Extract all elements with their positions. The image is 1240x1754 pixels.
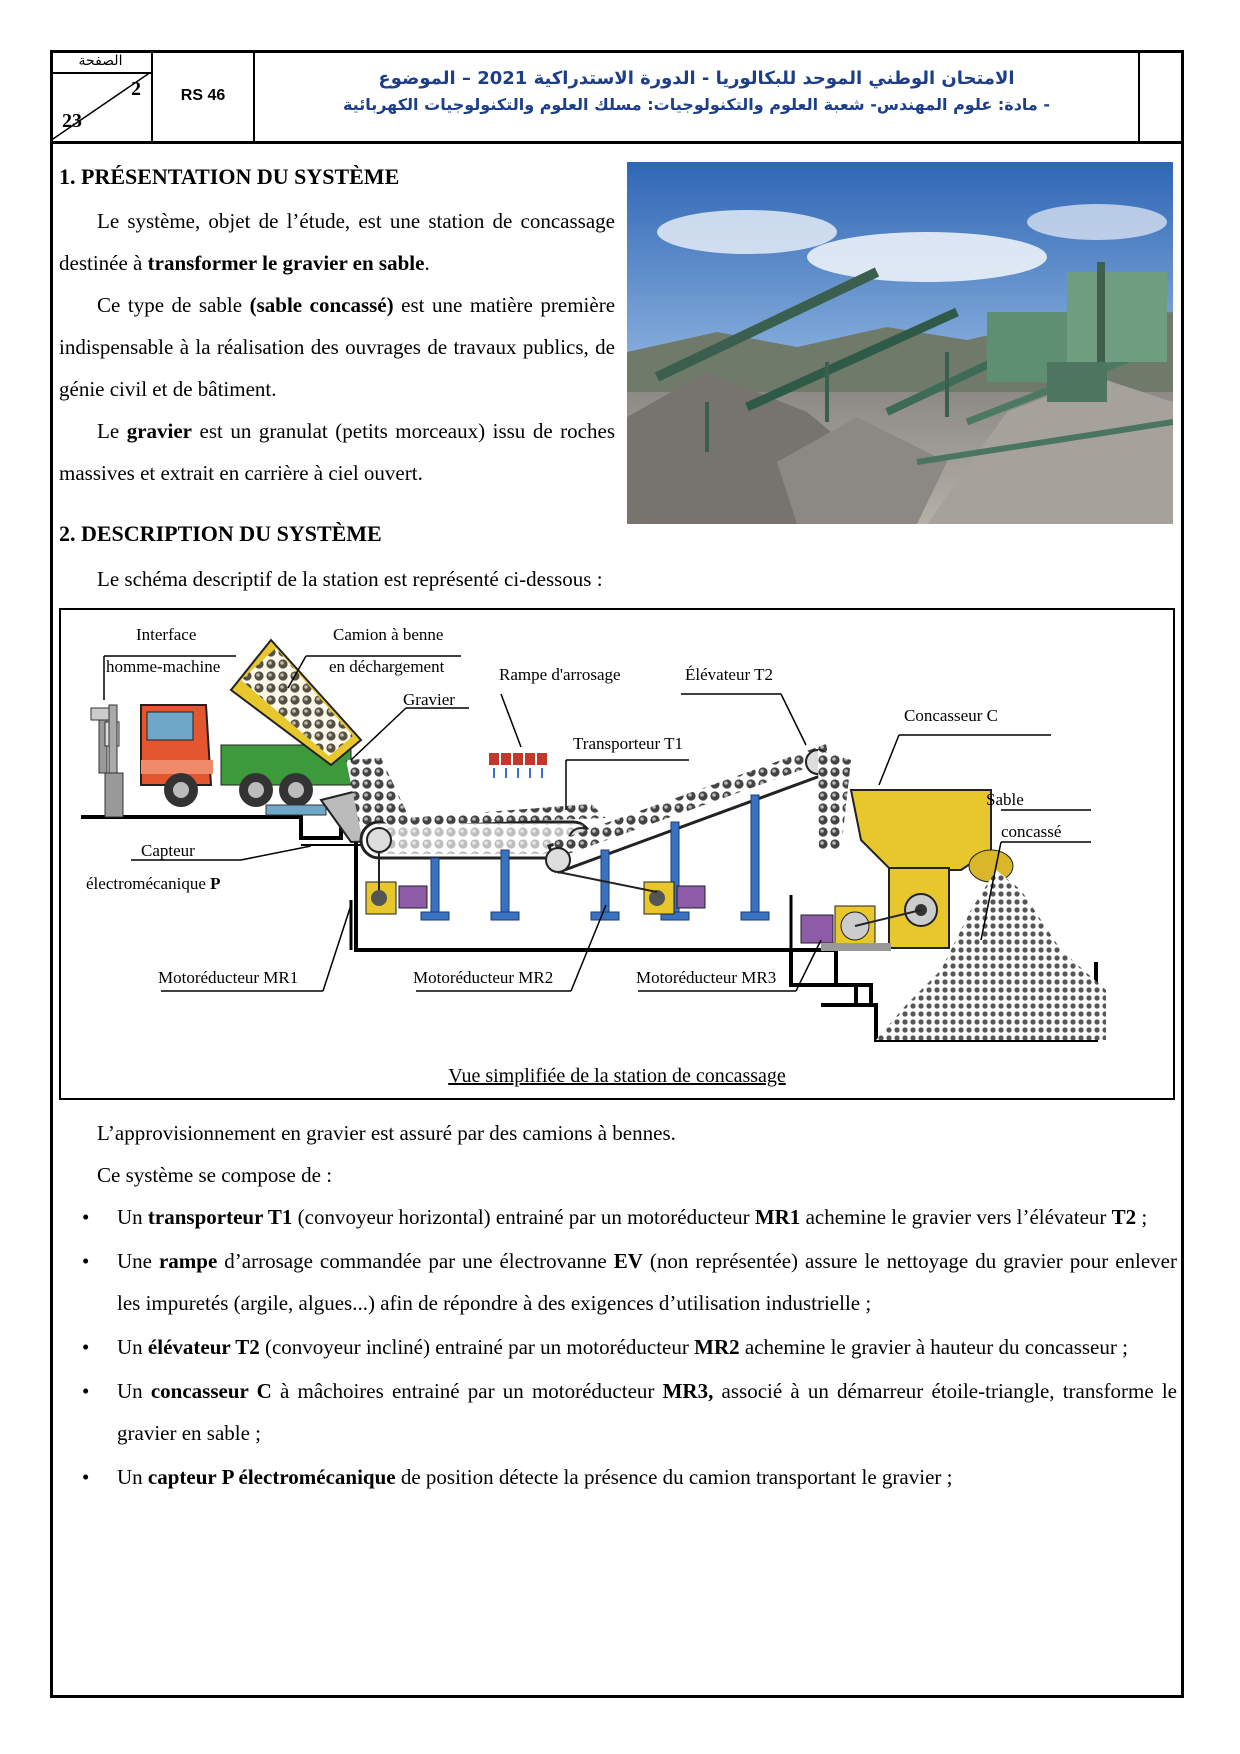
label-mr2: Motoréducteur MR2 bbox=[413, 968, 554, 987]
section1-paragraph3: Le gravier est un granulat (petits morceaux) issu de roches massives et extrait en carrière à ciel ouvert. bbox=[59, 419, 615, 485]
label-rampe: Rampe d'arrosage bbox=[499, 665, 621, 684]
page-header bbox=[50, 50, 1184, 144]
station-photo bbox=[627, 162, 1173, 524]
exam-title-line2: - مادة: علوم المهندس- شعبة العلوم والتكنولوجيات: مسلك العلوم والتكنولوجيات الكهربائية bbox=[342, 95, 1051, 114]
list-item-concasseur: • Un concasseur C à mâchoires entrainé par un motoréducteur MR3, associé à un démarreur étoile-triangle, transforme le gravier en sable ; bbox=[82, 1370, 1177, 1454]
label-capteur-line2: électromécanique P bbox=[86, 874, 221, 893]
exam-title-line1: الامتحان الوطني الموحد للبكالوريا - الدورة الاستدراكية 2021 – الموضوع bbox=[378, 68, 1015, 89]
list-item-capteur: • Un capteur P électromécanique de position détecte la présence du camion transportant le gravier ; bbox=[82, 1456, 1177, 1498]
list-item-t2: • Un élévateur T2 (convoyeur incliné) entrainé par un motoréducteur MR2 achemine le gravier à hauteur du concasseur ; bbox=[82, 1326, 1177, 1368]
label-camion-line1: Camion à benne bbox=[333, 625, 444, 644]
label-transporteur: Transporteur T1 bbox=[573, 734, 684, 753]
body-line2: Ce système se compose de : bbox=[97, 1163, 333, 1187]
section2-intro: Le schéma descriptif de la station est représenté ci-dessous : bbox=[97, 567, 603, 591]
page-number-box bbox=[50, 50, 153, 141]
section1-heading: 1. PRÉSENTATION DU SYSTÈME bbox=[59, 164, 400, 189]
list-item-rampe: • Une rampe d’arrosage commandée par une électrovanne EV (non représentée) assure le nettoyage du gravier pour enlever les impuretés (argile, algues...) afin de répondre à des exigences d’utilisation industrielle ; bbox=[82, 1240, 1177, 1324]
body-line1: L’approvisionnement en gravier est assuré par des camions à bennes. bbox=[97, 1121, 676, 1145]
section1-paragraph2: Ce type de sable (sable concassé) est une matière première indispensable à la réalisation des ouvrages de travaux publics, de génie civil et de bâtiment. bbox=[59, 293, 616, 401]
label-sable-line1: Sable bbox=[986, 790, 1024, 809]
section1-paragraph1: Le système, objet de l’étude, est une station de concassage destinée à transformer le gravier en sable. bbox=[59, 209, 615, 275]
exam-code: RS 46 bbox=[153, 50, 255, 141]
label-interface-line1: Interface bbox=[136, 625, 197, 644]
crushing-station-photo-illustration bbox=[627, 162, 1173, 524]
page-total: 23 bbox=[62, 110, 82, 132]
component-list bbox=[82, 1196, 1177, 1500]
station-diagram bbox=[59, 608, 1175, 1100]
exam-title bbox=[255, 50, 1140, 141]
label-mr1: Motoréducteur MR1 bbox=[158, 968, 299, 987]
page-label: الصفحة bbox=[50, 50, 151, 74]
label-interface-line2: homme-machine bbox=[106, 657, 221, 676]
page-number: 2 bbox=[131, 78, 141, 100]
section2-heading: 2. DESCRIPTION DU SYSTÈME bbox=[59, 521, 382, 546]
label-elevateur: Élévateur T2 bbox=[685, 665, 773, 684]
label-gravier: Gravier bbox=[403, 690, 455, 709]
label-sable-line2: concassé bbox=[1001, 822, 1062, 841]
label-capteur-line1: Capteur bbox=[141, 841, 195, 860]
list-item-t1: • Un transporteur T1 (convoyeur horizontal) entrainé par un motoréducteur MR1 achemine le gravier vers l’élévateur T2 ; bbox=[82, 1196, 1177, 1238]
label-concasseur: Concasseur C bbox=[904, 706, 998, 725]
label-camion-line2: en déchargement bbox=[329, 657, 445, 676]
diagram-caption: Vue simplifiée de la station de concassage bbox=[448, 1065, 786, 1087]
label-mr3: Motoréducteur MR3 bbox=[636, 968, 777, 987]
